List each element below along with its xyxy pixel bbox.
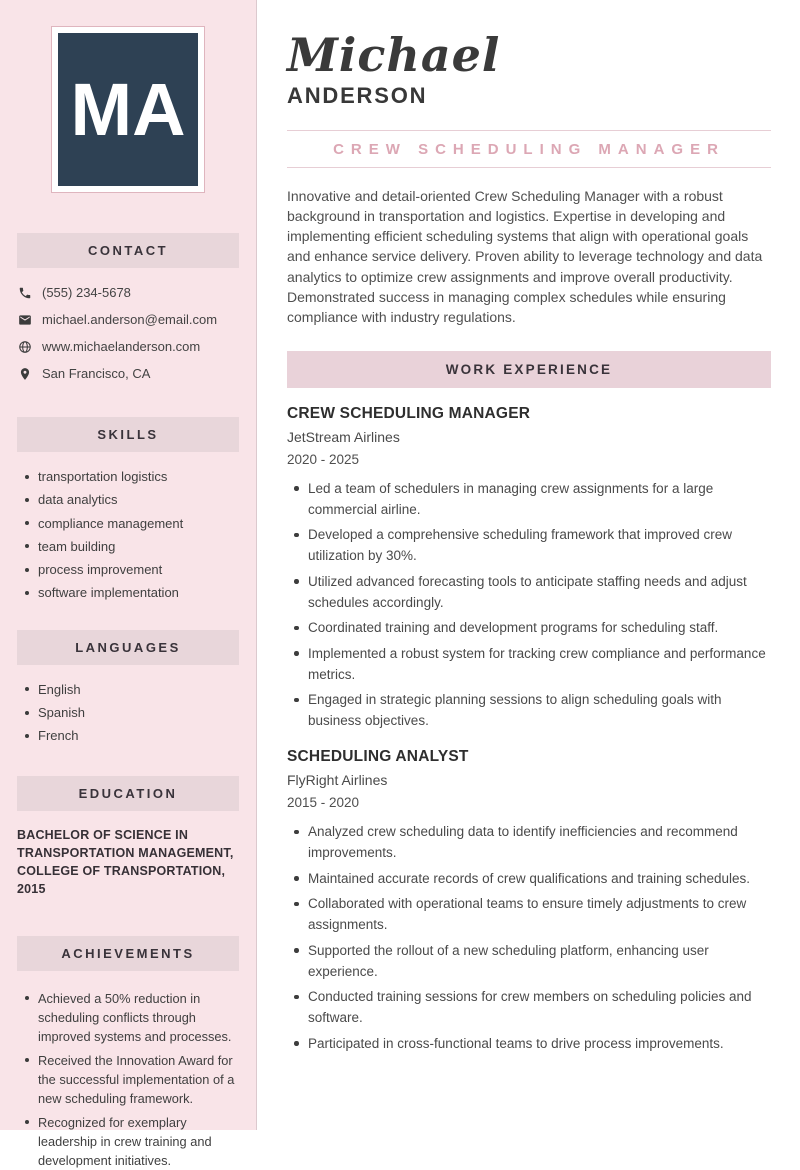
job-bullet: Collaborated with operational teams to ensure timely adjustments to crew assignments. bbox=[294, 893, 771, 935]
contact-phone bbox=[18, 279, 242, 306]
contact-section-title: CONTACT bbox=[87, 243, 169, 258]
skill-item: compliance management bbox=[25, 512, 242, 535]
job-bullet: Utilized advanced forecasting tools to anticipate staffing needs and adjust schedules accordingly. bbox=[294, 571, 771, 613]
achievements-list bbox=[0, 971, 256, 1170]
contact-location-text: San Francisco, CA bbox=[42, 366, 151, 381]
achievement-item: Achieved a 50% reduction in scheduling conflicts through improved systems and processes. bbox=[25, 989, 242, 1046]
contact-section-header bbox=[17, 233, 239, 268]
job-bullet: Engaged in strategic planning sessions to align scheduling goals with business objectives. bbox=[294, 689, 771, 731]
job-company: JetStream Airlines bbox=[287, 428, 400, 445]
job-company: FlyRight Airlines bbox=[287, 772, 388, 789]
skill-item: team building bbox=[25, 535, 242, 558]
skill-item: data analytics bbox=[25, 488, 242, 511]
professional-summary: Innovative and detail-oriented Crew Scheduling Manager with a robust background in transportation and logistics. Expertise in developing and implementing efficient scheduling systems that align with operational goals and enhance service delivery. Proven ability to leverage technology and data analytics to optimize crew assignments and improve overall productivity. Demonstrated success in managing complex schedules while ensuring compliance with industry regulations. bbox=[287, 187, 763, 326]
globe-icon bbox=[18, 340, 32, 354]
skill-item: software implementation bbox=[25, 581, 242, 604]
skill-item: process improvement bbox=[25, 558, 242, 581]
job-dates: 2020 - 2025 bbox=[287, 451, 360, 467]
job-bullet: Coordinated training and development programs for scheduling staff. bbox=[294, 617, 771, 638]
skill-item: transportation logistics bbox=[25, 465, 242, 488]
job-bullet-list bbox=[287, 478, 771, 732]
job-bullet: Supported the rollout of a new scheduling platform, enhancing user experience. bbox=[294, 940, 771, 982]
title-divider-bottom bbox=[287, 167, 771, 168]
achievement-item: Recognized for exemplary leadership in crew training and development initiatives. bbox=[25, 1113, 242, 1170]
contact-location bbox=[18, 360, 242, 387]
job-dates: 2015 - 2020 bbox=[287, 795, 360, 811]
location-icon bbox=[18, 367, 32, 381]
contact-website bbox=[18, 333, 242, 360]
monogram-frame bbox=[51, 26, 205, 193]
skills-section-title: SKILLS bbox=[97, 427, 159, 442]
job-entry-1 bbox=[287, 405, 771, 732]
work-experience-title: WORK EXPERIENCE bbox=[445, 361, 613, 377]
contact-phone-text: (555) 234-5678 bbox=[42, 285, 131, 300]
job-entry-2 bbox=[287, 748, 771, 1054]
contact-email bbox=[18, 306, 242, 333]
skills-list bbox=[0, 452, 256, 605]
job-title: SCHEDULING ANALYST bbox=[287, 748, 469, 766]
language-item: French bbox=[25, 724, 242, 747]
job-bullet: Implemented a robust system for tracking crew compliance and performance metrics. bbox=[294, 643, 771, 685]
job-bullet: Analyzed crew scheduling data to identify inefficiencies and recommend improvements. bbox=[294, 821, 771, 863]
job-title: CREW SCHEDULING MANAGER bbox=[287, 404, 531, 422]
main-content bbox=[257, 0, 800, 1130]
job-bullet-list bbox=[287, 821, 771, 1054]
job-bullet: Participated in cross-functional teams to drive process improvements. bbox=[294, 1033, 771, 1054]
contact-website-text: www.michaelanderson.com bbox=[42, 339, 201, 354]
job-bullet: Developed a comprehensive scheduling framework that improved crew utilization by 30%. bbox=[294, 524, 771, 566]
email-icon bbox=[18, 313, 32, 327]
page-job-title: CREW SCHEDULING MANAGER bbox=[333, 140, 725, 158]
education-section-title: EDUCATION bbox=[78, 785, 178, 801]
monogram-initials: MA bbox=[70, 67, 186, 151]
phone-icon bbox=[18, 286, 32, 300]
achievements-section-header bbox=[17, 936, 239, 971]
education-section-header bbox=[17, 776, 239, 811]
contact-email-text: michael.anderson@email.com bbox=[42, 312, 218, 327]
job-bullet: Maintained accurate records of crew qualifications and training schedules. bbox=[294, 868, 771, 889]
last-name: ANDERSON bbox=[287, 82, 428, 108]
job-bullet: Led a team of schedulers in managing crew assignments for a large commercial airline. bbox=[294, 478, 771, 520]
achievements-section-title: ACHIEVEMENTS bbox=[61, 945, 195, 961]
job-bullet: Conducted training sessions for crew members on scheduling policies and software. bbox=[294, 986, 771, 1028]
languages-list bbox=[0, 665, 256, 748]
achievement-item: Received the Innovation Award for the successful implementation of a new scheduling framework. bbox=[25, 1051, 242, 1108]
contact-list bbox=[0, 268, 256, 387]
work-experience-header bbox=[287, 351, 771, 388]
languages-section-title: LANGUAGES bbox=[75, 639, 181, 655]
language-item: Spanish bbox=[25, 701, 242, 724]
skills-section-header bbox=[17, 417, 239, 452]
language-item: English bbox=[25, 678, 242, 701]
education-degree: BACHELOR OF SCIENCE IN TRANSPORTATION MANAGEMENT, COLLEGE OF TRANSPORTATION, 2015 bbox=[17, 827, 234, 896]
monogram-box bbox=[58, 33, 198, 186]
first-name: Michael bbox=[287, 28, 501, 82]
sidebar bbox=[0, 0, 257, 1168]
languages-section-header bbox=[17, 630, 239, 665]
